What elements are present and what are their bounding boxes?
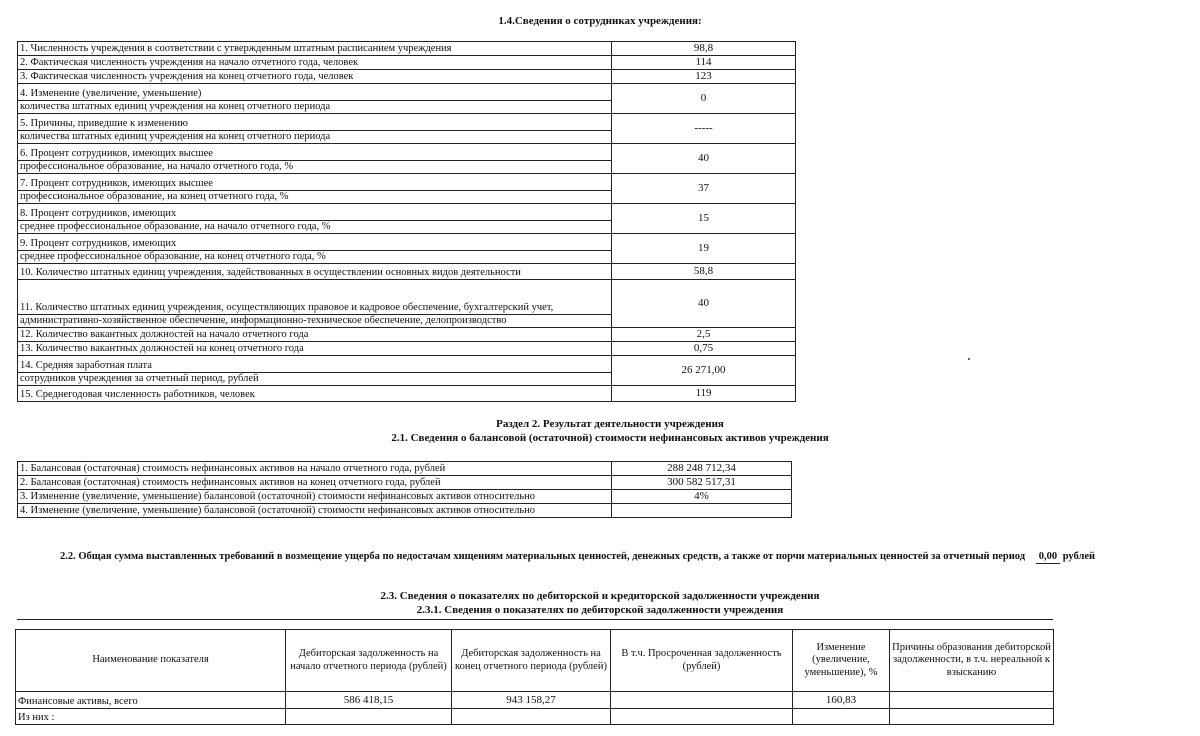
table-row	[18, 476, 792, 490]
row-label: Из них :	[16, 709, 286, 725]
row-label: 4. Изменение (увеличение, уменьшение) балансовой (остаточной) стоимости нефинансовых активов относительно	[18, 504, 612, 518]
row-label-line: 12. Количество вакантных должностей на начало отчетного года	[20, 328, 309, 340]
cell-start: 586 418,15	[286, 692, 452, 709]
table-row	[16, 692, 1054, 709]
row-value: 40	[612, 144, 796, 174]
row-label	[18, 328, 612, 342]
section-2-3-1-title: 2.3.1. Сведения о показателях по дебиторской задолженности учреждения	[416, 604, 784, 616]
staff-info-table	[17, 41, 796, 402]
row-label-line: количества штатных единиц учреждения на конец отчетного периода	[20, 100, 331, 112]
row-label-line: профессиональное образование, на начало отчетного года, %	[20, 160, 294, 172]
row-label	[18, 114, 612, 144]
row-label	[18, 386, 612, 402]
row-label: 1. Балансовая (остаточная) стоимость нефинансовых активов на начало отчетного года, рублей	[18, 462, 612, 476]
header-receivables-end: Дебиторская задолженность на конец отчетного периода (рублей)	[452, 630, 611, 692]
cell-start	[286, 709, 452, 725]
header-indicator-name: Наименование показателя	[16, 630, 286, 692]
nonfinancial-assets-table	[17, 461, 792, 518]
header-overdue: В т.ч. Просроченная задолженность (рублей)	[611, 630, 793, 692]
row-label-line: 14. Средняя заработная плата	[18, 360, 611, 373]
row-label	[18, 42, 612, 56]
row-label	[18, 280, 612, 328]
row-value: 114	[612, 56, 796, 70]
section-2-title: Раздел 2. Результат деятельности учреждения	[496, 418, 724, 430]
row-label-line: 10. Количество штатных единиц учреждения, задействованных в осуществлении основных видов деятельности	[20, 266, 521, 278]
row-label	[18, 204, 612, 234]
table-row	[18, 328, 796, 342]
receivables-table	[15, 629, 1054, 725]
table-row	[18, 504, 792, 518]
row-label-line: 8. Процент сотрудников, имеющих	[18, 208, 611, 221]
row-label-line: 3. Фактическая численность учреждения на конец отчетного года, человек	[20, 70, 354, 82]
table-row	[18, 386, 796, 402]
row-value: 4%	[612, 490, 792, 504]
row-label	[18, 144, 612, 174]
header-receivables-start: Дебиторская задолженность на начало отчетного периода (рублей)	[286, 630, 452, 692]
table-row	[18, 490, 792, 504]
row-label-line: 7. Процент сотрудников, имеющих высшее	[18, 178, 611, 191]
row-label-line: среднее профессиональное образование, на конец отчетного года, %	[20, 250, 326, 262]
damage-claims-text: 2.2. Общая сумма выставленных требований в возмещение ущерба по недостачам хищениям материальных ценностей, денежных средств, а также от порчи материальных ценностей за отчетный период	[60, 551, 1026, 562]
row-value: 119	[612, 386, 796, 402]
row-label-line: профессиональное образование, на конец отчетного года, %	[20, 190, 289, 202]
row-label: Финансовые активы, всего	[16, 692, 286, 709]
row-label-line: 5. Причины, приведшие к изменению	[18, 118, 611, 131]
row-value: 123	[612, 70, 796, 84]
damage-claims-amount: 0,00	[1036, 551, 1060, 564]
row-label	[18, 342, 612, 356]
cell-reasons	[890, 709, 1054, 725]
row-label: 2. Балансовая (остаточная) стоимость нефинансовых активов на конец отчетного года, рублей	[18, 476, 612, 490]
section-2-1-title: 2.1. Сведения о балансовой (остаточной) стоимости нефинансовых активов учреждения	[391, 432, 829, 444]
row-label-line: среднее профессиональное образование, на начало отчетного года, %	[20, 220, 331, 232]
row-value: 40	[612, 280, 796, 328]
cell-change	[793, 709, 890, 725]
row-value	[612, 504, 792, 518]
table-row	[18, 174, 796, 204]
damage-claims-unit: рублей	[1062, 551, 1096, 562]
table-row	[18, 264, 796, 280]
table-row	[18, 462, 792, 476]
table-row	[18, 280, 796, 328]
row-value: 37	[612, 174, 796, 204]
row-value: 288 248 712,34	[612, 462, 792, 476]
row-value: -----	[612, 114, 796, 144]
receivables-header-row	[16, 630, 1054, 692]
cell-end: 943 158,27	[452, 692, 611, 709]
row-value: 19	[612, 234, 796, 264]
table-row	[18, 356, 796, 386]
section-2-2-line	[60, 551, 1190, 564]
row-label-line: административно-хозяйственное обеспечение, информационно-техническое обеспечение, делопроизводство	[20, 314, 507, 326]
table-row	[18, 84, 796, 114]
table-row	[18, 234, 796, 264]
row-label	[18, 56, 612, 70]
row-label-line: количества штатных единиц учреждения на конец отчетного периода	[20, 130, 331, 142]
row-label-line: 1. Численность учреждения в соответствии с утвержденным штатным расписанием учреждения	[20, 42, 452, 54]
cell-change: 160,83	[793, 692, 890, 709]
row-label-line: 9. Процент сотрудников, имеющих	[18, 238, 611, 251]
row-label-line: 15. Среднегодовая численность работников, человек	[20, 388, 255, 400]
row-label	[18, 264, 612, 280]
table-row	[18, 42, 796, 56]
row-value: 98,8	[612, 42, 796, 56]
row-value: 2,5	[612, 328, 796, 342]
table-row	[18, 144, 796, 174]
row-label-line: сотрудников учреждения за отчетный период, рублей	[20, 372, 259, 384]
row-label-line: 11. Количество штатных единиц учреждения, осуществляющих правовое и кадровое обеспечение, бухгалтерский учет,	[18, 302, 611, 315]
row-label	[18, 174, 612, 204]
table-row	[18, 342, 796, 356]
cell-end	[452, 709, 611, 725]
header-reasons: Причины образования дебиторской задолженности, в т.ч. нереальной к взысканию	[890, 630, 1054, 692]
row-value: 0,75	[612, 342, 796, 356]
row-label-line: 4. Изменение (увеличение, уменьшение)	[18, 88, 611, 101]
row-label	[18, 234, 612, 264]
table-row	[18, 204, 796, 234]
cell-overdue	[611, 692, 793, 709]
row-label: 3. Изменение (увеличение, уменьшение) балансовой (остаточной) стоимости нефинансовых активов относительно	[18, 490, 612, 504]
cell-reasons	[890, 692, 1054, 709]
row-value: 15	[612, 204, 796, 234]
row-label	[18, 356, 612, 386]
cell-overdue	[611, 709, 793, 725]
row-label	[18, 70, 612, 84]
row-value: 300 582 517,31	[612, 476, 792, 490]
section-2-3-title: 2.3. Сведения о показателях по дебиторской и кредиторской задолженности учреждения	[380, 590, 820, 602]
table-row	[18, 56, 796, 70]
row-value: 26 271,00	[612, 356, 796, 386]
header-change-percent: Изменение (увеличение, уменьшение), %	[793, 630, 890, 692]
table-row	[18, 70, 796, 84]
row-label-line: 13. Количество вакантных должностей на конец отчетного года	[20, 342, 304, 354]
row-value: 58,8	[612, 264, 796, 280]
row-label	[18, 84, 612, 114]
table-row	[16, 709, 1054, 725]
row-value: 0	[612, 84, 796, 114]
divider-line	[17, 619, 1053, 620]
scan-speck	[968, 358, 970, 360]
row-label-line: 6. Процент сотрудников, имеющих высшее	[18, 148, 611, 161]
table-row	[18, 114, 796, 144]
section-1-4-title: 1.4.Сведения о сотрудниках учреждения:	[498, 15, 702, 27]
row-label-line: 2. Фактическая численность учреждения на начало отчетного года, человек	[20, 56, 359, 68]
